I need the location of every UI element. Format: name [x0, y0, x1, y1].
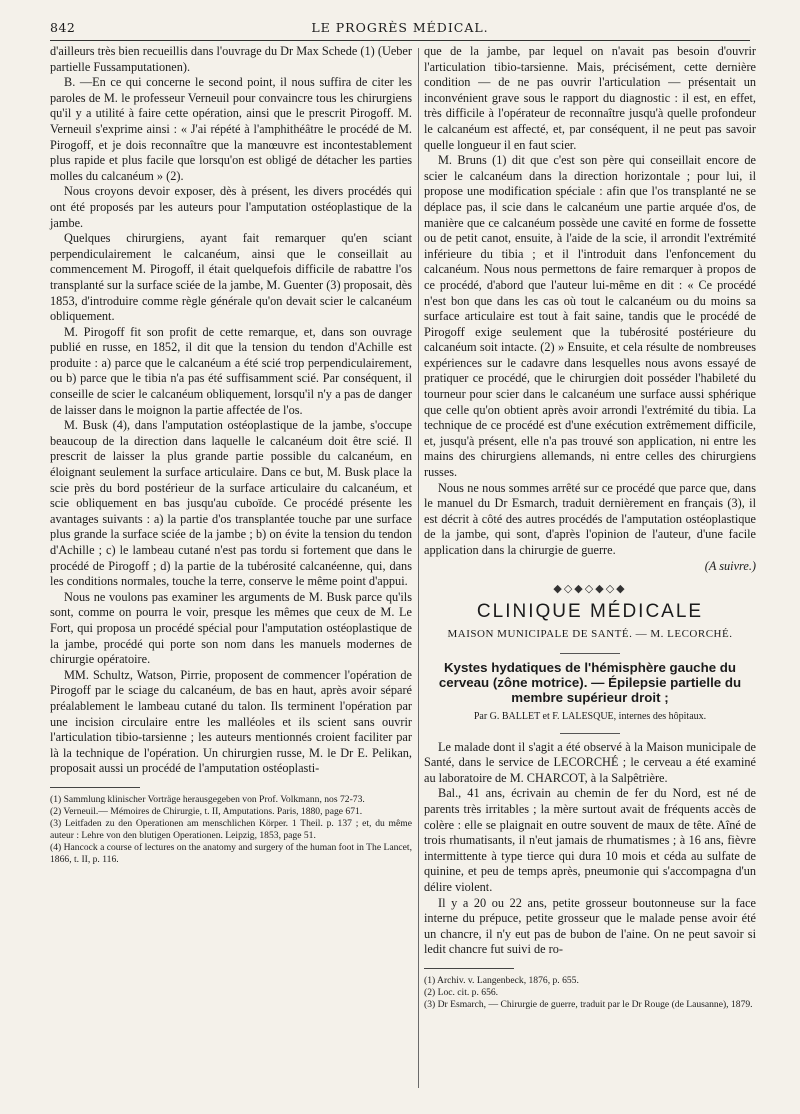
journal-title: LE PROGRÈS MÉDICAL. — [311, 20, 489, 35]
footnote-rule — [424, 968, 514, 969]
article-title: Kystes hydatiques de l'hémisphère gauche du cerveau (zône motrice). — Épilepsie partielle du membre supérieur droit ; — [438, 659, 742, 705]
paragraph: Nous croyons devoir exposer, dès à présent, les divers procédés qui ont été proposés par les auteurs pour l'amputation ostéoplastique de la jambe. — [50, 184, 412, 230]
page-number: 842 — [50, 20, 76, 35]
left-column — [50, 44, 412, 1064]
right-column — [424, 44, 756, 1114]
footnote: (3) Leitfaden zu den Operationen am menschlichen Körper. 1 Theil. p. 137 ; et, du même auteur : Lehre von den blutigen Operationen. Leipzig, 1853, page 51. — [50, 817, 412, 841]
paragraph: Nous ne voulons pas examiner les arguments de M. Busk parce qu'ils sont, comme on pourra le voir, presque les mêmes que ceux de M. Le Fort, qui proposa un procédé spécial pour l'amputation ostéoplastique de la jambe, procédé qui porte son nom dans les manuels modernes de chirurgie opératoire. — [50, 589, 412, 667]
page-header — [50, 14, 750, 41]
paragraph: d'ailleurs très bien recueillis dans l'ouvrage du Dr Max Schede (1) (Ueber partielle Fussamputationen). — [50, 44, 412, 74]
ornament-divider: ◆◇◆◇◆◇◆ — [553, 583, 627, 596]
paragraph: M. Pirogoff fit son profit de cette remarque, et, dans son ouvrage publié en russe, en 1852, il dit que la tension du tendon d'Achille est produite : a) parce que le calcanéum a été scié trop perpendiculairement, ou b) parce que le tibia n'a pas été suffisamment scié. Par conséquent, il conseille de scier le calcanéum obliquement, lorsqu'il n'y a pas de danger de laisser dans le moignon la partie affectée de l'os. — [50, 324, 412, 417]
paragraph: Quelques chirurgiens, ayant fait remarquer qu'en sciant perpendiculairement le calcanéum, ainsi que le conseillait au commencement M. Pirogoff, il était quelquefois difficile de rabattre l'os transplanté sur la surface sciée de la jambe, M. Guenter (3) proposait, dès 1853, d'introduire comme règle générale qu'on devait scier le calcanéum obliquement. — [50, 231, 412, 324]
footnote: (1) Archiv. v. Langenbeck, 1876, p. 655. — [424, 974, 579, 986]
section-title: CLINIQUE MÉDICALE — [476, 600, 704, 622]
paragraph: M. Busk (4), dans l'amputation ostéoplastique de la jambe, s'occupe beaucoup de la direction dans laquelle le calcanéum doit être scié. Il prescrit de laisser la plus grande partie possible du calcanéum, en éloignant seulement la surface articulaire. Dans ce but, M. Busk place la scie près du bord postérieur de la surface articulaire du calcanéum, et scie obliquement en bas jusqu'au cuboïde. Ce procédé présente les avantages suivants : a) la partie d'os transplantée touche par une surface plus grande la surface sciée de la jambe ; b) on évite la tension du tendon d'Achille ; c) le lambeau cutané n'est pas tordu si fortement que dans le procédé de Pirogoff ; d) la partie de la tubérosité calcanéenne, qui, dans les conditions normales, touche la terre, conserve le même point d'appui. — [50, 418, 412, 589]
paragraph: Bal., 41 ans, écrivain au chemin de fer du Nord, est né de parents très irritables ; la mère surtout avait de fréquents accès de colère : elle se plaignait en outre souvent de maux de tête. Aîné de trois rhumatisants, il n'eut jamais de rhumatismes ; à 16 ans, fièvre intermittente à type tierce qui dura 10 mois et céda au sulfate de quinine, et peu de temps après, pneumonie qui s'accompagna d'un délire violent. — [424, 786, 756, 894]
paragraph: MM. Schultz, Watson, Pirrie, proposent de commencer l'opération de Pirogoff par le sciage du calcanéum, de bas en haut, après avoir séparé préalablement le lambeau cutané du talon. Ils terminent l'opération par une incision circulaire entre les malléoles et ils scient sans ouvrir l'articulation tibio-tarsienne ; les auteurs mentionnés croient faciliter par là la technique de l'opération. Un chirurgien russe, M. le Dr E. Pelikan, proposait aussi un procédé de l'amputation ostéoplasti- — [50, 667, 412, 776]
paragraph: Il y a 20 ou 22 ans, petite grosseur boutonneuse sur la face interne du prépuce, petite grosseur que le malade pense avoir été un chancre, il n'y eut pas de bubon de l'aine. On ne peut savoir si ledit chancre fut suivi de ro- — [424, 895, 756, 957]
byline-rule — [560, 733, 620, 734]
footnote: (2) Loc. cit. p. 656. — [424, 986, 499, 998]
paragraph: M. Bruns (1) dit que c'est son père qui conseillait encore de scier le calcanéum dans la direction horizontale ; pour lui, il propose une modification spéciale : afin que l'os transplanté ne se déplace pas, il scie dans le calcanéum une partie arquée d'os, de manière que ce calcanéum possède une cavité en forme de fossette ou de petit canot, ensuite, à l'aide de la scie, il arrondit l'extrémité inférieure du tibia ; et il l'introduit dans l'enfoncement du calcanéum. Nous nous permettons de faire remarquer à propos de ce procédé, d'abord que l'auteur lui-même en dit : « Ce procédé n'est bon que dans les cas où tout le calcanéum ou du moins sa surface articulaire est tout à fait saine, tandis que le procédé de Pirogoff exige seulement que la tubérosité postérieure du calcanéum soit intacte. (2) » Ensuite, et cela résulte de nombreuses expériences sur le cadavre dans lesquelles nous avons essayé de pratiquer ce procédé, que le chirurgien doit posséder l'habileté du tourneur pour scier dans le calcanéum une surface aussi sphérique que celle qu'on obtient après avoir arrondi l'extrémité du tibia. La technique de ce procédé est d'une exécution extrêmement difficile, et, jusqu'à présent, elle n'a pas trouvé son application, ni entre les mains des chirurgiens allemands, ni entre celles des chirurgiens russes. — [424, 153, 756, 480]
paragraph: que de la jambe, par lequel on n'avait pas besoin d'ouvrir l'articulation tibio-tarsienne. Mais, précisément, cette dernière condition — de ne pas ouvrir l'articulation — présentait un inconvénient grave sous le rapport du diagnostic : il est, en effet, très difficile à l'opérateur de reconnaître jusqu'à quelle profondeur le calcanéum est affecté, et, par conséquent, il ne peut pas savoir quelle longueur il en faut scier. — [424, 44, 756, 152]
footnote: (2) Verneuil.— Mémoires de Chirurgie, t. II, Amputations. Paris, 1880, page 671. — [50, 805, 363, 817]
footnote: (3) Dr Esmarch, — Chirurgie de guerre, traduit par le Dr Rouge (de Lausanne), 1879. — [424, 998, 753, 1010]
footnote: (1) Sammlung klinischer Vorträge herausgegeben von Prof. Volkmann, nos 72-73. — [50, 793, 365, 805]
title-rule — [560, 653, 620, 654]
byline: Par G. BALLET et F. LALESQUE, internes des hôpitaux. — [473, 710, 707, 722]
footnote: (4) Hancock a course of lectures on the anatomy and surgery of the human foot in The Lancet, 1866, t. II, p. 116. — [50, 841, 412, 865]
footnotes-right — [424, 975, 756, 1011]
paragraph: Le malade dont il s'agit a été observé à la Maison municipale de Santé, dans le service de LECORCHÉ ; le cerveau a été examiné au laboratoire de M. CHARCOT, à la Salpêtrière. — [424, 739, 756, 785]
paragraph: Nous ne nous sommes arrêté sur ce procédé que parce que, dans le manuel du Dr Esmarch, traduit dernièrement en français (3), il est décrit à côté des autres procédés de l'amputation ostéoplastique de la jambe, qui sont, d'après l'opinion de l'auteur, d'une facile application dans la chirurgie de guerre. — [424, 480, 756, 557]
footnotes-left — [50, 794, 412, 866]
footnote-rule — [50, 787, 140, 788]
a-suivre: (A suivre.) — [704, 558, 756, 573]
column-divider — [418, 48, 419, 1088]
service-line: MAISON MUNICIPALE DE SANTÉ. — M. LECORCHÉ. — [447, 628, 733, 641]
paragraph: B. —En ce qui concerne le second point, il nous suffira de citer les paroles de M. le professeur Verneuil pour convaincre tous les chirurgiens qu'il y a utilité à faire cette opération, ainsi que le prescrit Pirogoff. M. Verneuil s'exprime ainsi : « J'ai répété à l'amphithéâtre le procédé de M. Pirogoff, et je dois reconnaître que la manœuvre est incontestablement plus rapide et plus facile que lorsqu'on est obligé de détacher les parties molles du calcanéum » (2). — [50, 75, 412, 183]
